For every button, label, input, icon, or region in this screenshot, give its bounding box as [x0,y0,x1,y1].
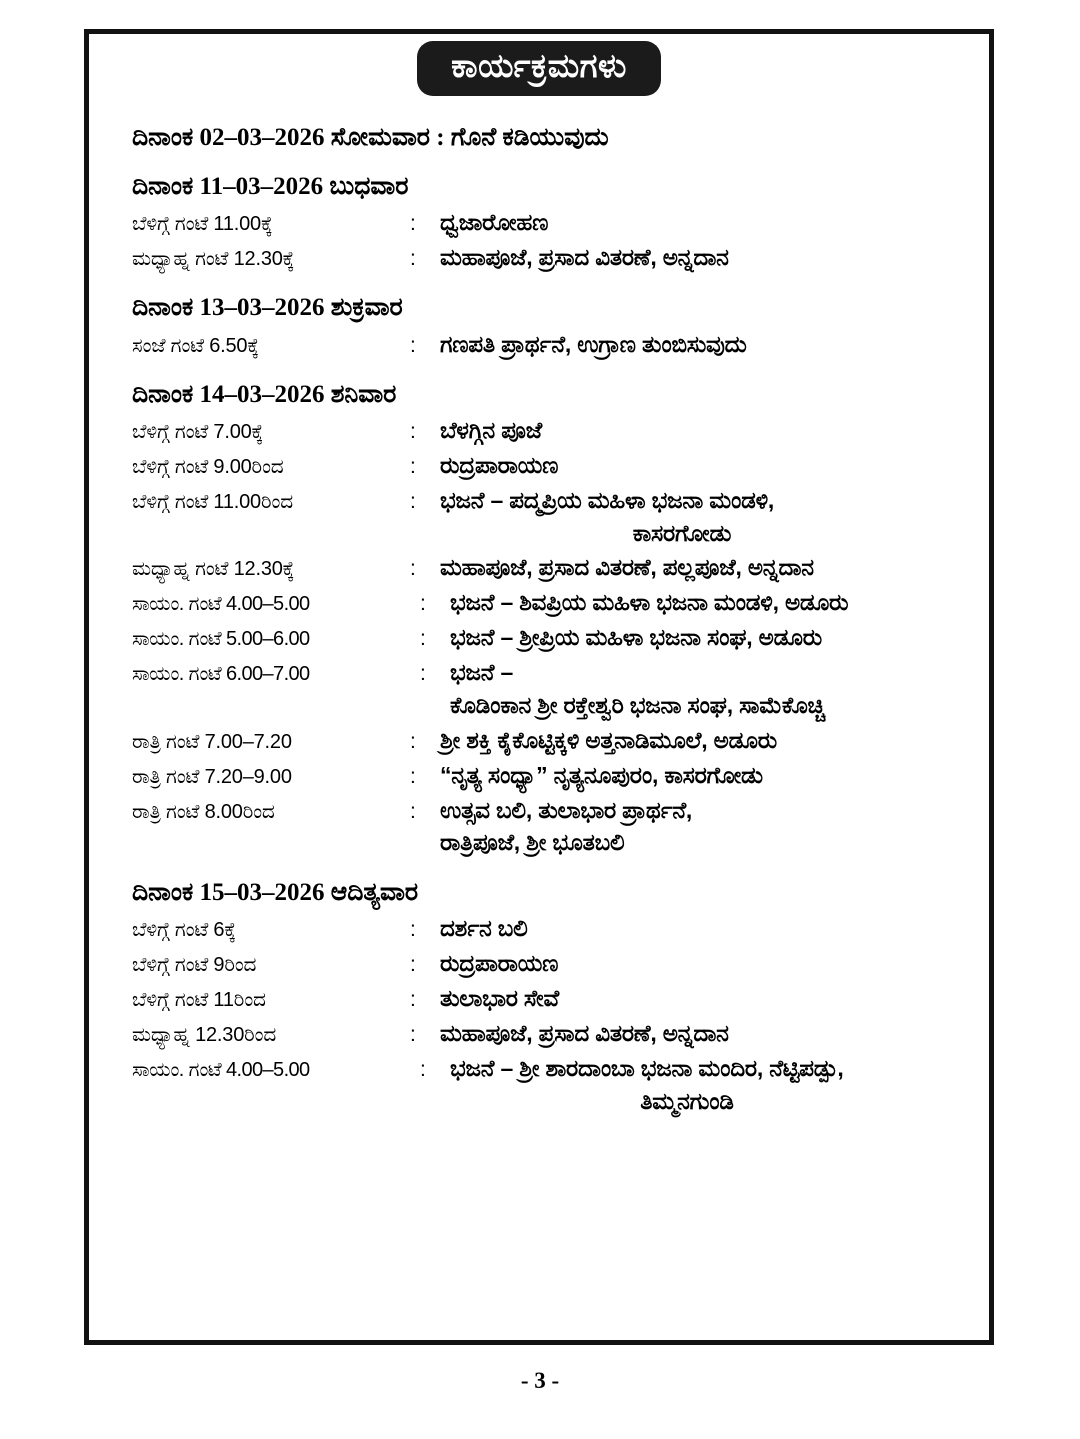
schedule-row-event-line: ಭಜನೆ – ಪದ್ಮಪ್ರಿಯ ಮಹಿಳಾ ಭಜನಾ ಮಂಡಳಿ, [440,486,775,513]
day-heading: ದಿನಾಂಕ 14–03–2026 ಶನಿವಾರ [132,380,397,408]
schedule-row-separator: : [410,953,416,977]
schedule-row-separator: : [410,454,416,478]
schedule-row-event [440,328,972,361]
schedule-row-time: ರಾತ್ರಿ ಗಂಟೆ 8.00ರಿಂದ [132,800,275,823]
schedule-row-time: ಬೆಳಿಗ್ಗೆ ಗಂಟೆ 11ರಿಂದ [132,989,266,1012]
schedule-row-event [440,947,972,980]
schedule-row-separator: : [410,729,416,753]
schedule-row-time: ಬೆಳಿಗ್ಗೆ ಗಂಟೆ 6ಕ್ಕೆ [132,919,236,942]
schedule-row-event-line: ಧ್ವಜಾರೋಹಣ [440,209,549,236]
schedule-row-event-line: ಬೆಳಗ್ಗಿನ ಪೂಜೆ [440,416,542,443]
schedule-row [106,484,972,549]
schedule-row-time: ಸಾಯಂ. ಗಂಟೆ 5.00–6.00 [132,628,310,651]
schedule-row-event [440,759,972,792]
schedule-row-event [440,414,972,447]
schedule-row-event-line: ಮಹಾಪೂಜೆ, ಪ್ರಸಾದ ವಿತರಣೆ, ಅನ್ನದಾನ [440,244,729,271]
day-heading: ದಿನಾಂಕ 13–03–2026 ಶುಕ್ರವಾರ [132,294,403,322]
page-title-container [106,41,972,96]
schedule-row-time: ಸಾಯಂ. ಗಂಟೆ 4.00–5.00 [132,1059,310,1082]
schedule-row-event-line: ಉತ್ಸವ ಬಲಿ, ತುಲಾಭಾರ ಪ್ರಾರ್ಥನೆ, [440,796,693,823]
schedule-row [106,947,972,980]
schedule-row-separator: : [420,1058,426,1082]
schedule-row [106,724,972,757]
schedule-row-event [440,1017,972,1050]
schedule-row-event [440,982,972,1015]
day-block [106,122,972,153]
schedule-row-time: ಬೆಳಿಗ್ಗೆ ಗಂಟೆ 9ರಿಂದ [132,954,257,977]
schedule-row-event-line: ಮಹಾಪೂಜೆ, ಪ್ರಸಾದ ವಿತರಣೆ, ಪಲ್ಲಪೂಜೆ, ಅನ್ನದಾನ [440,554,814,581]
day-block [106,877,972,1118]
schedule-row-event-line: ತುಲಾಭಾರ ಸೇವೆ [440,985,559,1012]
schedule-row-event-line-continued: ಕೊಡಿಂಕಾನ ಶ್ರೀ ರಕ್ತೇಶ್ವರಿ ಭಜನಾ ಸಂಘ, ಸಾಮೆಕೊಚ್ಚಿ [450,691,826,718]
page-number: - 3 - [520,1368,560,1393]
page-content [84,29,994,1345]
schedule-row-event-line: ಭಜನೆ – ಶಿವಪ್ರಿಯ ಮಹಿಳಾ ಭಜನಾ ಮಂಡಳಿ, ಅಡೂರು [450,589,849,616]
schedule-list [106,122,972,1118]
schedule-row-time: ಸಂಜೆ ಗಂಟೆ 6.50ಕ್ಕೆ [132,334,259,357]
schedule-row-separator: : [410,988,416,1012]
schedule-row-time: ಬೆಳಿಗ್ಗೆ ಗಂಟೆ 9.00ರಿಂದ [132,455,284,478]
schedule-row-event-line: “ನೃತ್ಯ ಸಂಧ್ಯಾ” ನೃತ್ಯನೂಪುರಂ, ಕಾಸರಗೋಡು [440,761,763,788]
day-heading: ದಿನಾಂಕ 02–03–2026 ಸೋಮವಾರ : ಗೊನೆ ಕಡಿಯುವುದು [132,123,609,151]
schedule-row [106,759,972,792]
schedule-row-event-line-continued: ಕಾಸರಗೋಡು [632,519,732,546]
schedule-row-event [440,449,972,482]
day-block [106,171,972,274]
schedule-row-event-line: ದರ್ಶನ ಬಲಿ [440,915,528,942]
schedule-row-separator: : [410,557,416,581]
schedule-row-separator: : [410,212,416,236]
schedule-row-separator: : [410,247,416,271]
schedule-row-event [450,656,972,721]
schedule-row-time: ಬೆಳಿಗ್ಗೆ ಗಂಟೆ 7.00ಕ್ಕೆ [132,420,264,443]
day-block [106,292,972,360]
schedule-row-event-line-continued: ರಾತ್ರಿಪೂಜೆ, ಶ್ರೀ ಭೂತಬಲಿ [440,829,625,856]
schedule-row-event-line-continued: ತಿಮ್ಮನಗುಂಡಿ [640,1087,734,1114]
schedule-row-separator: : [410,764,416,788]
schedule-row-separator: : [410,419,416,443]
schedule-row-time: ಮಧ್ಯಾಹ್ನ ಗಂಟೆ 12.30ಕ್ಕೆ [132,248,295,271]
schedule-row-time: ಸಾಯಂ. ಗಂಟೆ 6.00–7.00 [132,663,310,686]
schedule-row-separator: : [410,918,416,942]
schedule-row-event-line: ಮಹಾಪೂಜೆ, ಪ್ರಸಾದ ವಿತರಣೆ, ಅನ್ನದಾನ [440,1020,729,1047]
schedule-row [106,449,972,482]
schedule-row-event-line: ಭಜನೆ – [450,659,514,686]
schedule-row [106,241,972,274]
schedule-row [106,414,972,447]
schedule-row [106,1052,972,1117]
schedule-row-event-line: ರುದ್ರಪಾರಾಯಣ [440,451,559,478]
schedule-row-event-line: ಭಜನೆ – ಶ್ರೀಪ್ರಿಯ ಮಹಿಳಾ ಭಜನಾ ಸಂಘ, ಅಡೂರು [450,624,823,651]
schedule-row-separator: : [410,333,416,357]
schedule-row-time: ಮಧ್ಯಾಹ್ನ 12.30ರಿಂದ [132,1024,277,1047]
schedule-row-event [440,794,972,859]
schedule-row-event [440,724,972,757]
schedule-row-separator: : [420,592,426,616]
schedule-row-time: ಮಧ್ಯಾಹ್ನ ಗಂಟೆ 12.30ಕ್ಕೆ [132,558,295,581]
schedule-row-event-line: ಭಜನೆ – ಶ್ರೀ ಶಾರದಾಂಬಾ ಭಜನಾ ಮಂದಿರ, ನೆಟ್ಟಿಪಡ್ಪು, [450,1055,844,1082]
schedule-row-separator: : [410,1023,416,1047]
schedule-row-time: ಬೆಳಿಗ್ಗೆ ಗಂಟೆ 11.00ರಿಂದ [132,490,293,513]
schedule-row-event [440,912,972,945]
schedule-row-event [440,484,972,549]
schedule-row-time: ರಾತ್ರಿ ಗಂಟೆ 7.20–9.00 [132,765,292,788]
schedule-row [106,206,972,239]
schedule-row-time: ಸಾಯಂ. ಗಂಟೆ 4.00–5.00 [132,593,310,616]
schedule-row-event [450,586,972,619]
schedule-row-time: ರಾತ್ರಿ ಗಂಟೆ 7.00–7.20 [132,730,292,753]
schedule-row-separator: : [420,662,426,686]
schedule-row-event [450,1052,972,1117]
schedule-row-time: ಬೆಳಿಗ್ಗೆ ಗಂಟೆ 11.00ಕ್ಕೆ [132,213,273,236]
schedule-row [106,551,972,584]
schedule-row [106,982,972,1015]
day-heading: ದಿನಾಂಕ 11–03–2026 ಬುಧವಾರ [132,173,409,201]
schedule-row-event [440,551,972,584]
schedule-row-event [450,621,972,654]
schedule-row-event-line: ಶ್ರೀ ಶಕ್ತಿ ಕೈಕೊಟ್ಟಿಕ್ಕಳಿ ಅತ್ತನಾಡಿಮೂಲೆ, ಅಡೂರು [440,726,777,753]
schedule-row [106,656,972,721]
schedule-row [106,912,972,945]
schedule-row-event [440,241,972,274]
schedule-row-separator: : [410,799,416,823]
schedule-row [106,586,972,619]
schedule-row-event [440,206,972,239]
schedule-row [106,794,972,859]
schedule-row-event-line: ರುದ್ರಪಾರಾಯಣ [440,950,559,977]
schedule-row [106,1017,972,1050]
schedule-row [106,621,972,654]
page-title: ಕಾರ್ಯಕ್ರಮಗಳು [417,41,661,96]
day-block [106,379,972,859]
day-heading: ದಿನಾಂಕ 15–03–2026 ಆದಿತ್ಯವಾರ [132,878,419,906]
schedule-row-separator: : [410,489,416,513]
schedule-row-separator: : [420,627,426,651]
schedule-row [106,328,972,361]
schedule-row-event-line: ಗಣಪತಿ ಪ್ರಾರ್ಥನೆ, ಉಗ್ರಾಣ ತುಂಬಿಸುವುದು [440,330,747,357]
